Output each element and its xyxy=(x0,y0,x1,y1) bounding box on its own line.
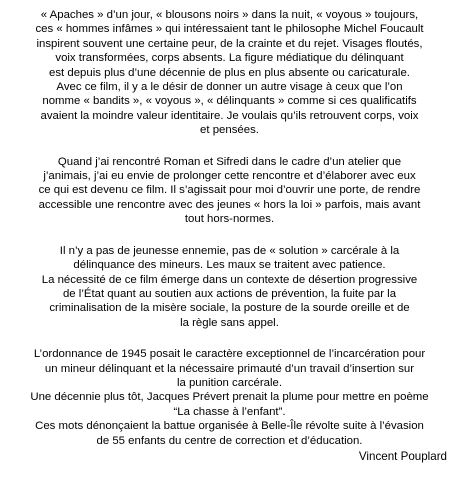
text-line: un mineur délinquant et la nécessaire primauté d’un travail d’insertion sur xyxy=(44,362,415,375)
paragraph-2 xyxy=(0,155,459,227)
document-body xyxy=(0,8,459,465)
text-line: avaient la moindre valeur identitaire. Je voulais qu’ils retrouvent corps, voix xyxy=(40,109,419,122)
text-line: la règle sans appel. xyxy=(180,316,279,329)
author-signature: Vincent Pouplard xyxy=(358,450,447,463)
text-line: criminalisation de la misère sociale, la posture de la sourde oreille et de xyxy=(49,302,410,315)
text-line: tout hors-normes. xyxy=(184,213,275,226)
text-line: « Apaches » d’un jour, « blousons noirs » dans la nuit, « voyous » toujours, xyxy=(40,9,419,21)
text-line: Une décennie plus tôt, Jacques Prévert prenait la plume pour mettre en poème xyxy=(30,391,429,404)
text-line: accessible une rencontre avec des jeunes « hors la loi » parfois, mais avant xyxy=(38,198,421,211)
text-line: est depuis plus d’une décennie de plus en plus absente ou caricaturale. xyxy=(49,66,410,79)
text-line: Ces mots dénonçaient la battue organisée à Belle-Île révolte suite à l’évasion xyxy=(35,420,424,433)
text-line: voix transformées, corps absents. La figure médiatique du délinquant xyxy=(55,52,404,65)
text-line: de 55 enfants du centre de correction et d’éducation. xyxy=(96,434,363,447)
paragraph-3 xyxy=(0,244,459,330)
text-line: L’ordonnance de 1945 posait le caractère exceptionnel de l’incarcération pour xyxy=(33,348,426,361)
text-line: ces « hommes infâmes » qui intéressaient tant le philosophe Michel Foucault xyxy=(35,23,424,36)
text-line: et pensées. xyxy=(200,124,259,137)
text-line: de l’État quant au soutien aux actions de prévention, la fuite par la xyxy=(62,287,397,300)
text-line: Quand j’ai rencontré Roman et Sifredi dans le cadre d’un atelier que xyxy=(57,155,402,168)
text-line: “La chasse à l’enfant”. xyxy=(173,405,286,418)
text-line: Avec ce film, il y a le désir de donner un autre visage à ceux que l’on xyxy=(56,81,403,94)
text-line: inspirent souvent une certaine peur, de la crainte et du rejet. Visages floutés, xyxy=(36,37,423,50)
text-line: la punition carcérale. xyxy=(176,376,283,389)
text-line: La nécessité de ce film émerge dans un contexte de désertion progressive xyxy=(41,273,418,286)
text-line: j’animais, j’ai eu envie de prolonger cette rencontre et d’élaborer avec eux xyxy=(43,170,416,183)
text-line: délinquance des mineurs. Les maux se traitent avec patience. xyxy=(73,259,386,272)
paragraph-1 xyxy=(0,8,459,138)
paragraph-4 xyxy=(0,347,459,448)
text-line: Il n’y a pas de jeunesse ennemie, pas de « solution » carcérale à la xyxy=(59,244,400,257)
text-line: ce qui est devenu ce film. Il s’agissait pour moi d’ouvrir une porte, de rendre xyxy=(38,184,421,197)
text-line: nomme « bandits », « voyous », « délinquants » comme si ces qualificatifs xyxy=(42,95,417,108)
